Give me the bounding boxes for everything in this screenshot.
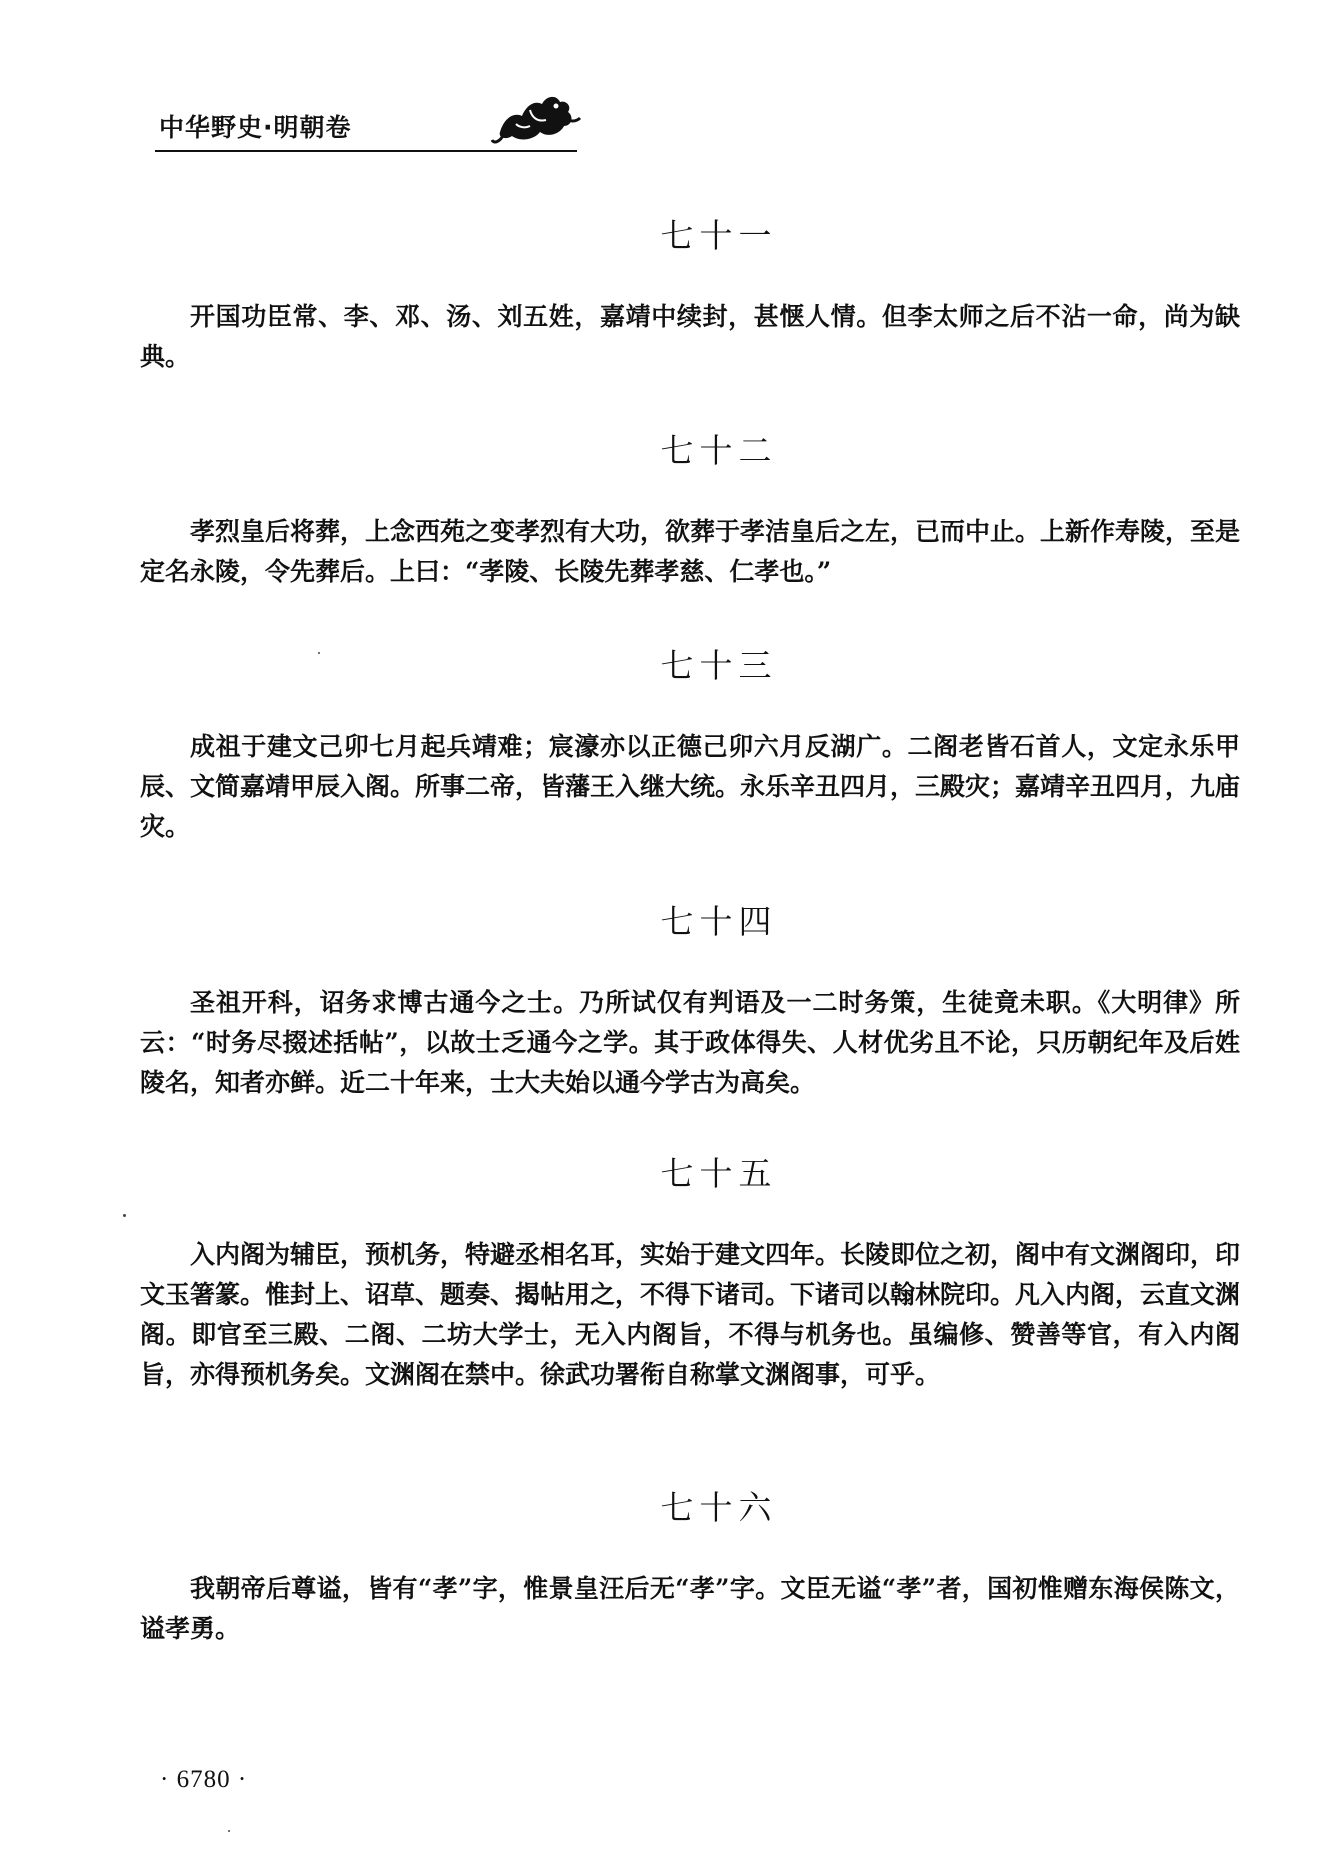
section-76	[140, 1482, 1240, 1649]
scan-speck	[228, 1830, 230, 1832]
section-heading: 七十五	[660, 1154, 778, 1193]
section-75	[140, 1148, 1240, 1395]
section-heading: 七十六	[660, 1488, 778, 1527]
section-heading: 七十三	[660, 646, 778, 685]
section-body: 开国功臣常、李、邓、汤、刘五姓，嘉靖中续封，甚惬人情。但李太师之后不沾一命，尚为缺典。	[140, 302, 1240, 371]
page-number: · 6780 ·	[160, 1766, 248, 1793]
section-body: 我朝帝后尊谥，皆有“孝”字，惟景皇汪后无“孝”字。文臣无谥“孝”者，国初惟赠东海侯陈文，谥孝勇。	[140, 1574, 1240, 1643]
section-body: 圣祖开科，诏务求博古通今之士。乃所试仅有判语及一二时务策，生徒竟未职。《大明律》所云：“时务尽掇述括帖”，以故士乏通今之学。其于政体得失、人材优劣且不论，只历朝纪年及后姓陵名，知者亦鲜。近二十年来，士大夫始以通今学古为高矣。	[140, 988, 1240, 1097]
section-body: 孝烈皇后将葬，上念西苑之变孝烈有大功，欲葬于孝洁皇后之左，已而中止。上新作寿陵，至是定名永陵，令先葬后。上曰：“孝陵、长陵先葬孝慈、仁孝也。”	[140, 517, 1241, 586]
section-body: 入内阁为辅臣，预机务，特避丞相名耳，实始于建文四年。长陵即位之初，阁中有文渊阁印，印文玉箸篆。惟封上、诏草、题奏、揭帖用之，不得下诸司。下诸司以翰林院印。凡入内阁，云直文渊阁。即官至三殿、二阁、二坊大学士，无入内阁旨，不得与机务也。虽编修、赞善等官，有入内阁旨，亦得预机务矣。文渊阁在禁中。徐武功署衔自称掌文渊阁事，可乎。	[140, 1240, 1241, 1389]
running-head	[155, 100, 575, 156]
section-body: 成祖于建文己卯七月起兵靖难；宸濠亦以正德己卯六月反湖广。二阁老皆石首人，文定永乐甲辰、文简嘉靖甲辰入阁。所事二帝，皆藩王入继大统。永乐辛丑四月，三殿灾；嘉靖辛丑四月，九庙灾。	[140, 732, 1241, 841]
scan-speck	[318, 652, 320, 654]
section-heading: 七十四	[660, 902, 778, 941]
scan-speck	[123, 1214, 126, 1217]
section-73	[140, 640, 1240, 847]
section-heading: 七十一	[660, 216, 778, 255]
section-71	[140, 210, 1240, 377]
section-heading: 七十二	[660, 431, 778, 470]
running-title: 中华野史·明朝卷	[159, 113, 352, 142]
section-72	[140, 425, 1240, 592]
section-74	[140, 896, 1240, 1103]
header-rule	[155, 150, 577, 152]
dragon-emblem-icon	[490, 88, 582, 150]
